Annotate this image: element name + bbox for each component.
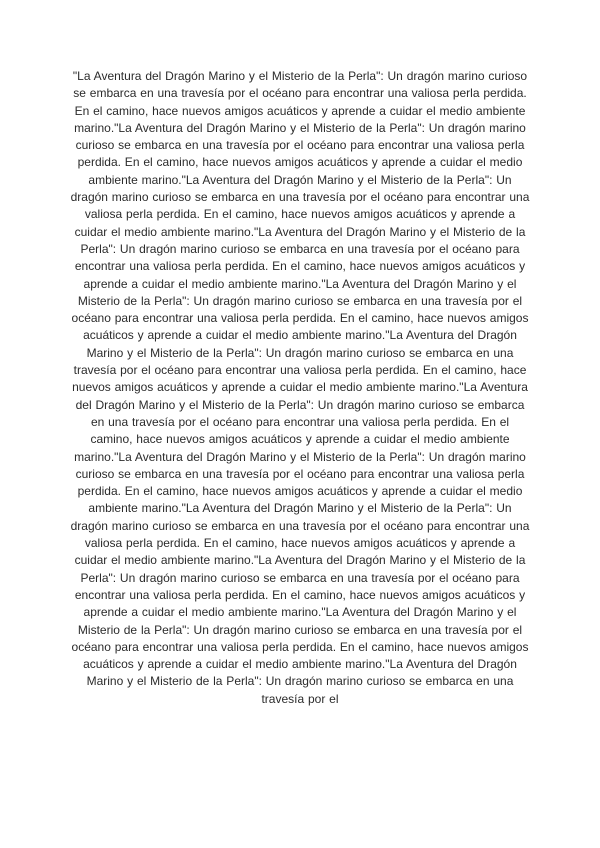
body-paragraph: "La Aventura del Dragón Marino y el Misterio de la Perla": Un dragón marino curioso se embarca en una travesía por el océano para encontrar una valiosa perla perdida. En el camino, hace nuevos amigos acuáticos y aprende a cuidar el medio ambiente marino."La Aventura del Dragón Marino y el Misterio de la Perla": Un dragón marino curioso se embarca en una travesía por el océano para encontrar una valiosa perla perdida. En el camino, hace nuevos amigos acuáticos y aprende a cuidar el medio ambiente marino."La Aventura del Dragón Marino y el Misterio de la Perla": Un dragón marino curioso se embarca en una travesía por el océano para encontrar una valiosa perla perdida. En el camino, hace nuevos amigos acuáticos y aprende a cuidar el medio ambiente marino."La Aventura del Dragón Marino y el Misterio de la Perla": Un dragón marino curioso se embarca en una travesía por el océano para encontrar una valiosa perla perdida. En el camino, hace nuevos amigos acuáticos y aprende a cuidar el medio ambiente marino."La Aventura del Dragón Marino y el Misterio de la Perla": Un dragón marino curioso se embarca en una travesía por el océano para encontrar una valiosa perla perdida. En el camino, hace nuevos amigos acuáticos y aprende a cuidar el medio ambiente marino."La Aventura del Dragón Marino y el Misterio de la Perla": Un dragón marino curioso se embarca en una travesía por el océano para encontrar una valiosa perla perdida. En el camino, hace nuevos amigos acuáticos y aprende a cuidar el medio ambiente marino."La Aventura del Dragón Marino y el Misterio de la Perla": Un dragón marino curioso se embarca en una travesía por el océano para encontrar una valiosa perla perdida. En el camino, hace nuevos amigos acuáticos y aprende a cuidar el medio ambiente marino."La Aventura del Dragón Marino y el Misterio de la Perla": Un dragón marino curioso se embarca en una travesía por el océano para encontrar una valiosa perla perdida. En el camino, hace nuevos amigos acuáticos y aprende a cuidar el medio ambiente marino."La Aventura del Dragón Marino y el Misterio de la Perla": Un dragón marino curioso se embarca en una travesía por el océano para encontrar una valiosa perla perdida. En el camino, hace nuevos amigos acuáticos y aprende a cuidar el medio ambiente marino."La Aventura del Dragón Marino y el Misterio de la Perla": Un dragón marino curioso se embarca en una travesía por el océano para encontrar una valiosa perla perdida. En el camino, hace nuevos amigos acuáticos y aprende a cuidar el medio ambiente marino."La Aventura del Dragón Marino y el Misterio de la Perla": Un dragón marino curioso se embarca en una travesía por el océano para encontrar una valiosa perla perdida. En el camino, hace nuevos amigos acuáticos y aprende a cuidar el medio ambiente marino."La Aventura del Dragón Marino y el Misterio de la Perla": Un dragón marino curioso se embarca en una travesía por el: [70, 69, 530, 706]
